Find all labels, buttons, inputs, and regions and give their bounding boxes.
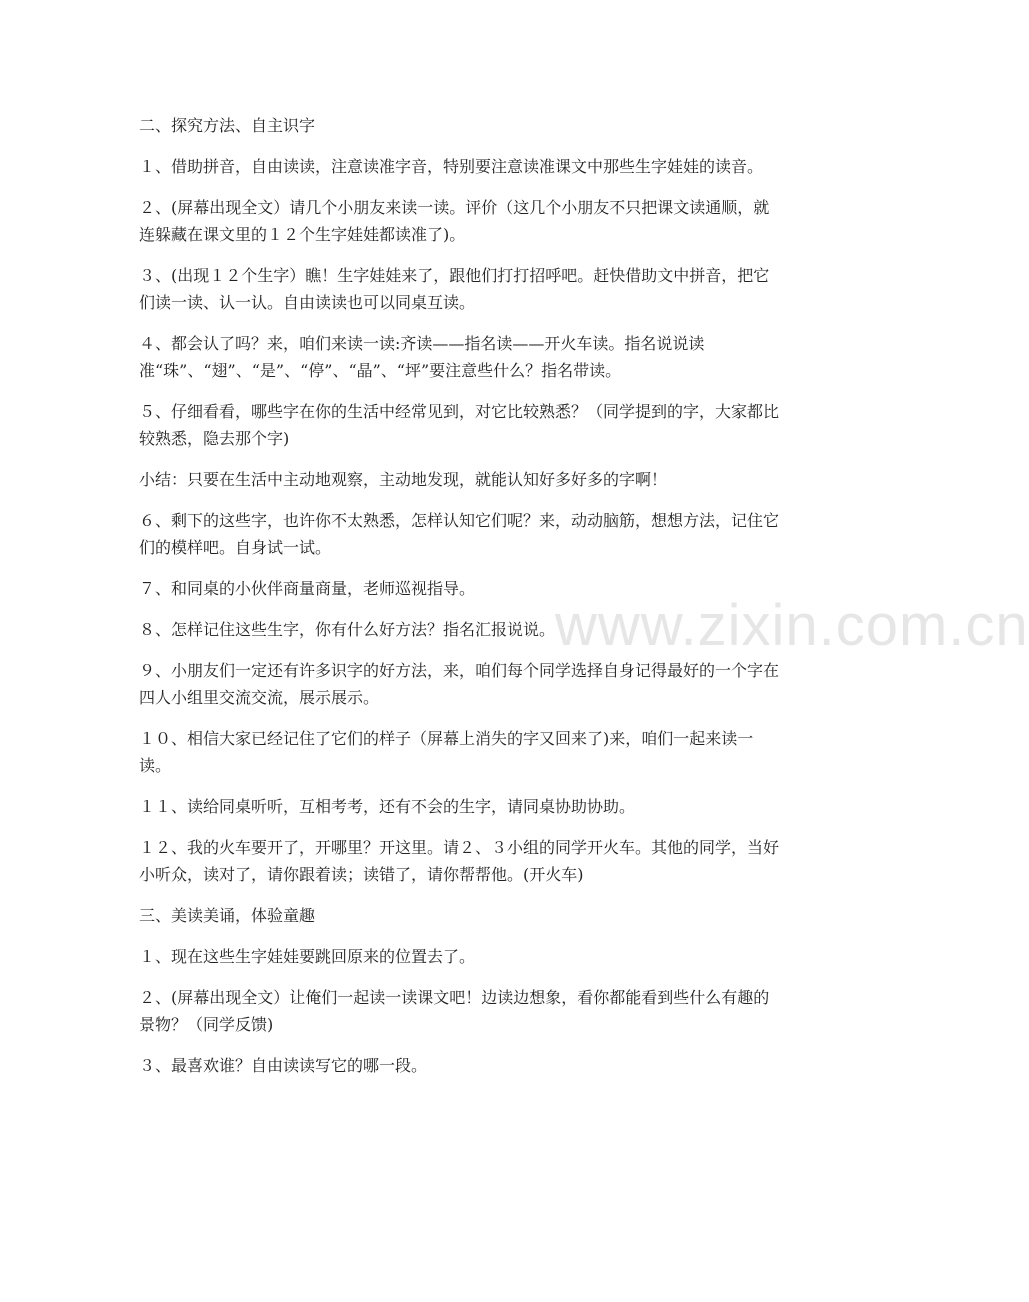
- paragraph-step-2: ２、(屏幕出现全文）请几个小朋友来读一读。评价（这几个小朋友不只把课文读通顺，就连躲藏在课文里的１２个生字娃娃都读准了)。: [139, 198, 770, 244]
- paragraph-step-1: １、借助拼音，自由读读，注意读准字音，特别要注意读准课文中那些生字娃娃的读音。: [139, 157, 764, 176]
- paragraph-step-10: １０、相信大家已经记住了它们的样子（屏幕上消失的字又回来了)来，咱们一起来读一读。: [139, 729, 754, 775]
- paragraph-step-6: ６、剩下的这些字，也许你不太熟悉，怎样认知它们呢？来，动动脑筋，想想方法，记住它们的模样吧。自身试一试。: [139, 511, 780, 557]
- document-body: [139, 112, 782, 1093]
- paragraph-step-7: ７、和同桌的小伙伴商量商量，老师巡视指导。: [139, 579, 476, 598]
- paragraph-step-8: ８、怎样记住这些生字，你有什么好方法？指名汇报说说。: [139, 620, 556, 639]
- paragraph-summary: 小结：只要在生活中主动地观察，主动地发现，就能认知好多好多的字啊！: [139, 470, 668, 489]
- paragraph-step-5: ５、仔细看看，哪些字在你的生活中经常见到，对它比较熟悉？（同学提到的字，大家都比较熟悉，隐去那个字): [139, 402, 780, 448]
- paragraph-step-11: １１、读给同桌听听，互相考考，还有不会的生字，请同桌协助协助。: [139, 797, 636, 816]
- paragraph-step-9: ９、小朋友们一定还有许多识字的好方法，来，咱们每个同学选择自身记得最好的一个字在四人小组里交流交流，展示展示。: [139, 661, 780, 707]
- paragraph-step-3: ３、(出现１２个生字）瞧！生字娃娃来了，跟他们打打招呼吧。赶快借助文中拼音，把它们读一读、认一认。自由读读也可以同桌互读。: [139, 266, 770, 312]
- paragraph-reading-1: １、现在这些生字娃娃要跳回原来的位置去了。: [139, 947, 476, 966]
- paragraph-reading-2: ２、(屏幕出现全文）让俺们一起读一读课文吧！边读边想象，看你都能看到些什么有趣的景物？（同学反馈): [139, 988, 770, 1034]
- paragraph-step-4: ４、都会认了吗？来，咱们来读一读:齐读——指名读——开火车读。指名说说读准“珠”、“翅”、“是”、“停”、“晶”、“坪”要注意些什么？指名带读。: [139, 334, 705, 380]
- section-heading-3: 三、美读美诵，体验童趣: [139, 906, 316, 925]
- paragraph-reading-3: ３、最喜欢谁？自由读读写它的哪一段。: [139, 1056, 428, 1075]
- watermark-text: www.zixin.com.cn: [555, 593, 1029, 658]
- paragraph-step-12: １２、我的火车要开了，开哪里？开这里。请２、３小组的同学开火车。其他的同学，当好小听众，读对了，请你跟着读；读错了，请你帮帮他。(开火车): [139, 838, 780, 884]
- section-heading-2: 二、探究方法、自主识字: [139, 116, 316, 135]
